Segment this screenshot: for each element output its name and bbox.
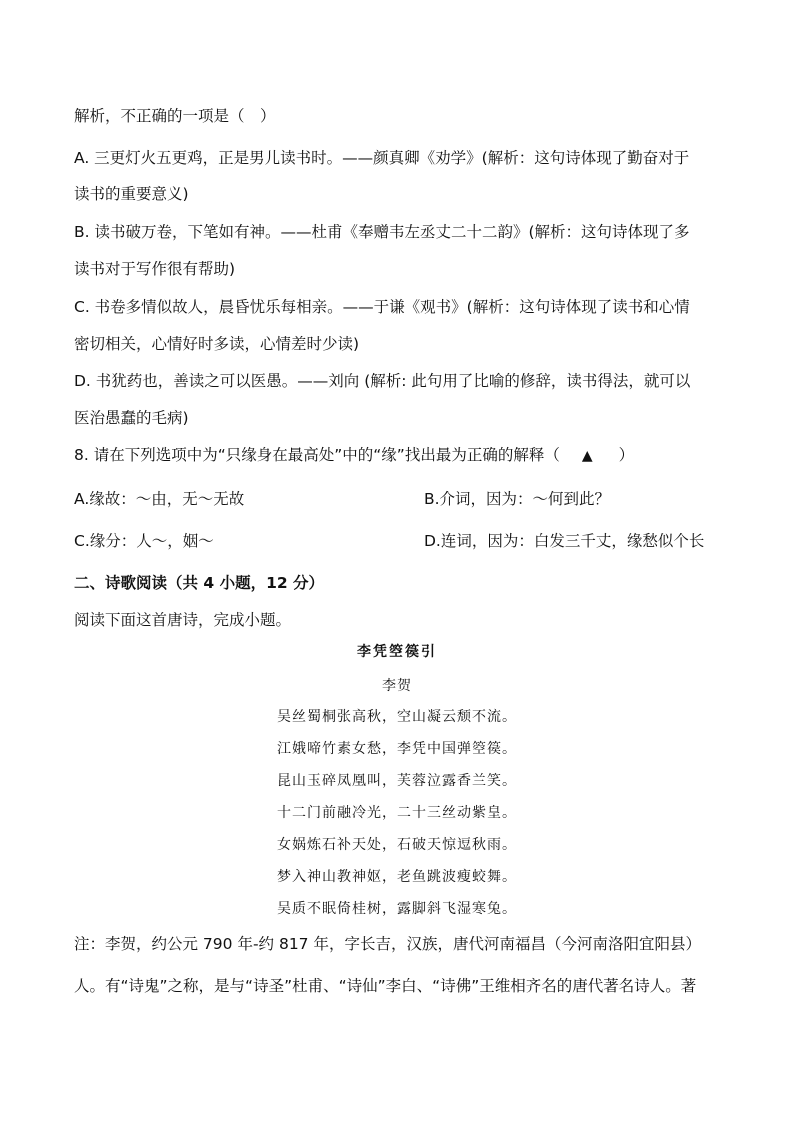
section-instruction: 阅读下面这首唐诗，完成小题。 xyxy=(74,611,292,629)
section-heading: 二、诗歌阅读（共 4 小题，12 分） xyxy=(74,574,325,592)
q8-option-c: C.缘分：人～，姻～ xyxy=(74,532,214,550)
q7-stem-end: 解析，不正确的一项是（ ） xyxy=(74,107,276,125)
q7-option-c-line2: 密切相关，心情好时多读，心情差时少读) xyxy=(74,335,360,353)
poem-title: 李凭箜篌引 xyxy=(357,644,437,660)
q7-option-d-line2: 医治愚蠢的毛病) xyxy=(74,409,189,427)
poem-line: 梦入神山教神妪，老鱼跳波瘦蛟舞。 xyxy=(277,869,517,885)
q7-option-c-line1: C. 书卷多情似故人，晨昏忧乐每相亲。——于谦《观书》(解析：这句诗体现了读书和心情 xyxy=(74,298,690,316)
poem-line: 江娥啼竹素女愁，李凭中国弹箜篌。 xyxy=(277,741,517,757)
q8-stem-prefix: 8. 请在下列选项中为“只缘身在最高处”中的“缘”找出最为正确的解释（ xyxy=(74,446,560,464)
q7-option-a-line2: 读书的重要意义) xyxy=(74,185,189,203)
poem-line: 十二门前融冷光，二十三丝动紫皇。 xyxy=(277,805,517,821)
q8-stem xyxy=(74,445,634,466)
author-note-line1: 注：李贺，约公元 790 年-约 817 年，字长吉，汉族，唐代河南福昌（今河南洛阳宜阳县） xyxy=(74,935,701,953)
q7-option-d-line1: D. 书犹药也，善读之可以医愚。——刘向 (解析: 此句用了比喻的修辞，读书得法，就可以 xyxy=(74,372,691,390)
author-note-line2: 人。有“诗鬼”之称，是与“诗圣”杜甫、“诗仙”李白、“诗佛”王维相齐名的唐代著名诗人。著 xyxy=(74,977,697,995)
q7-option-a-line1: A. 三更灯火五更鸡，正是男儿读书时。——颜真卿《劝学》(解析：这句诗体现了勤奋对于 xyxy=(74,149,690,167)
q8-option-d: D.连词，因为：白发三千丈，缘愁似个长 xyxy=(424,532,705,550)
q8-option-a: A.缘故：～由，无～无故 xyxy=(74,490,245,508)
q7-option-b-line2: 读书对于写作很有帮助) xyxy=(74,260,236,278)
answer-blank-triangle-icon: ▲ xyxy=(581,448,593,464)
poem-author: 李贺 xyxy=(382,678,412,694)
poem-line: 女娲炼石补天处，石破天惊逗秋雨。 xyxy=(277,837,517,853)
poem-line: 吴质不眠倚桂树，露脚斜飞湿寒兔。 xyxy=(277,901,517,917)
poem-line: 昆山玉碎凤凰叫，芙蓉泣露香兰笑。 xyxy=(277,773,517,789)
q8-option-b: B.介词，因为：～何到此？ xyxy=(424,490,611,508)
q7-option-b-line1: B. 读书破万卷，下笔如有神。——杜甫《奉赠韦左丞丈二十二韵》(解析：这句诗体现了多 xyxy=(74,223,690,241)
poem-line: 吴丝蜀桐张高秋，空山凝云颓不流。 xyxy=(277,709,517,725)
q8-stem-suffix: ） xyxy=(618,446,635,464)
